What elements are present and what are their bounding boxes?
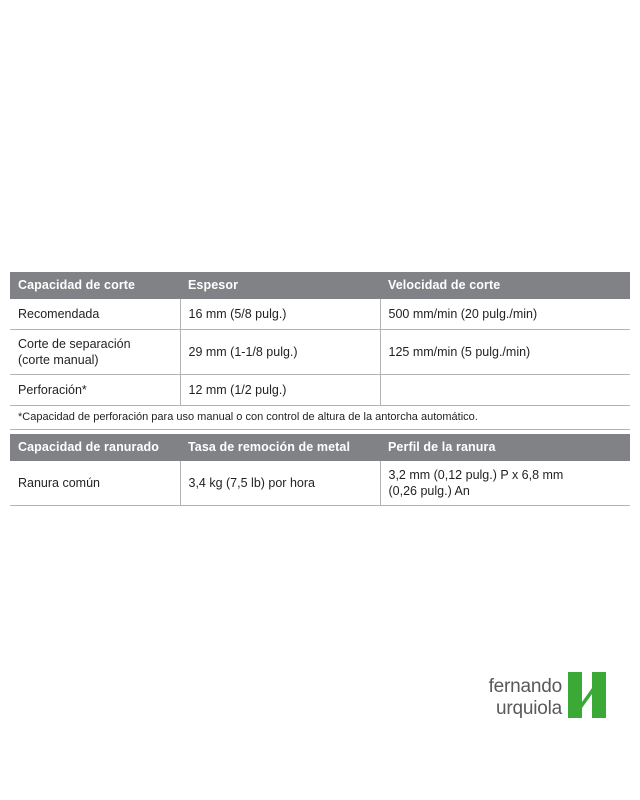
logo-mark-icon [566,672,610,718]
cell-groove-profile-line1: 3,2 mm (0,12 pulg.) P x 6,8 mm [388,468,564,482]
cell-severance-label [10,330,180,375]
footnote-row [10,406,630,430]
logo-line-1: fernando [488,676,562,697]
cell-recommended-speed: 500 mm/min (20 pulg./min) [380,299,630,330]
cell-piercing-thickness: 12 mm (1/2 pulg.) [180,375,380,406]
table-row [10,461,630,506]
cell-groove-profile [380,461,630,506]
header-cell-thickness: Espesor [180,272,380,299]
cell-piercing-speed [380,375,630,406]
header-cell-cut-speed: Velocidad de corte [380,272,630,299]
logo-line-2: urquiola [495,697,562,719]
cell-groove-profile-line2: (0,26 pulg.) An [388,484,470,498]
cell-piercing-label: Perforación* [10,375,180,406]
cell-recommended-label: Recomendada [10,299,180,330]
footnote-text: *Capacidad de perforación para uso manual o con control de altura de la antorcha automático. [10,406,630,430]
cell-groove-label: Ranura común [10,461,180,506]
cell-severance-thickness: 29 mm (1-1/8 pulg.) [180,330,380,375]
cutting-capacity-header-row [10,272,630,299]
header-cell-metal-removal-rate: Tasa de remoción de metal [180,434,380,461]
header-cell-cutting-capacity: Capacidad de corte [10,272,180,299]
header-cell-groove-profile: Perfil de la ranura [380,434,630,461]
table-row [10,375,630,406]
cell-severance-label-line1: Corte de separación [18,337,131,351]
cell-severance-label-line2: (corte manual) [18,353,99,367]
cell-recommended-thickness: 16 mm (5/8 pulg.) [180,299,380,330]
gouging-capacity-header-row [10,434,630,461]
table-row [10,330,630,375]
cell-removal-rate: 3,4 kg (7,5 lb) por hora [180,461,380,506]
company-logo [430,672,610,732]
header-cell-gouging-capacity: Capacidad de ranurado [10,434,180,461]
table-row [10,299,630,330]
cell-severance-speed: 125 mm/min (5 pulg./min) [380,330,630,375]
specifications-table [10,272,630,506]
logo-wordmark [489,676,562,720]
